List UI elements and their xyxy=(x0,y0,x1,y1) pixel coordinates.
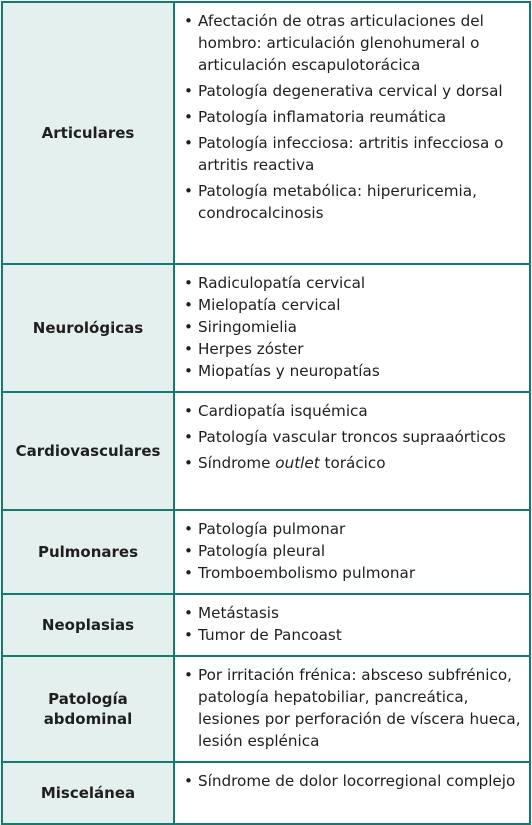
list-item: • Cardiopatía isquémica xyxy=(175,400,523,422)
list-item: • Patología pulmonar xyxy=(175,518,523,540)
list-item: • Metástasis xyxy=(175,602,523,624)
items-cell xyxy=(174,594,530,656)
items-cell xyxy=(174,2,530,264)
category-cell: Neoplasias xyxy=(2,594,174,656)
list-item: • Patología inflamatoria reumática xyxy=(175,106,523,128)
items-cell xyxy=(174,656,530,762)
item-text: Síndrome xyxy=(198,454,276,472)
list-item: • Siringomielia xyxy=(175,316,523,338)
item-list xyxy=(175,763,529,798)
list-item: • Patología metabólica: hiperuricemia, condrocalcinosis xyxy=(175,180,523,224)
differential-diagnosis-table xyxy=(1,1,531,825)
category-cell: Miscelánea xyxy=(2,762,174,824)
category-cell: Cardiovasculares xyxy=(2,392,174,510)
list-item: • Síndrome de dolor locorregional complejo xyxy=(175,770,523,792)
category-cell: Pulmonares xyxy=(2,510,174,594)
item-list xyxy=(175,511,529,590)
list-item: • Radiculopatía cervical xyxy=(175,272,523,294)
items-cell xyxy=(174,510,530,594)
table-row xyxy=(2,510,530,594)
table-row xyxy=(2,594,530,656)
list-item: • Tromboembolismo pulmonar xyxy=(175,562,523,584)
list-item: • Herpes zóster xyxy=(175,338,523,360)
category-cell: Patología abdominal xyxy=(2,656,174,762)
list-item: • Patología infecciosa: artritis infecciosa o artritis reactiva xyxy=(175,132,523,176)
item-list xyxy=(175,3,529,230)
list-item: • Por irritación frénica: absceso subfrénico, patología hepatobiliar, pancreática, lesiones por perforación de víscera hueca, lesión esplénica xyxy=(175,664,523,752)
item-text-italic: outlet xyxy=(275,454,320,472)
table-row xyxy=(2,762,530,824)
table-row xyxy=(2,656,530,762)
list-item xyxy=(175,452,523,474)
items-cell xyxy=(174,392,530,510)
table-row xyxy=(2,392,530,510)
item-list xyxy=(175,595,529,652)
items-cell xyxy=(174,762,530,824)
item-list xyxy=(175,265,529,388)
category-cell: Articulares xyxy=(2,2,174,264)
item-list xyxy=(175,393,529,480)
list-item: • Patología degenerativa cervical y dorsal xyxy=(175,80,523,102)
list-item: • Mielopatía cervical xyxy=(175,294,523,316)
items-cell xyxy=(174,264,530,392)
list-item: • Afectación de otras articulaciones del hombro: articulación glenohumeral o articulación escapulotorácica xyxy=(175,10,523,76)
list-item: • Miopatías y neuropatías xyxy=(175,360,523,382)
list-item: • Tumor de Pancoast xyxy=(175,624,523,646)
category-cell: Neurológicas xyxy=(2,264,174,392)
list-item: • Patología vascular troncos supraaórticos xyxy=(175,426,523,448)
list-item: • Patología pleural xyxy=(175,540,523,562)
table-row xyxy=(2,2,530,264)
item-list xyxy=(175,657,529,758)
table-row xyxy=(2,264,530,392)
item-text: torácico xyxy=(319,454,386,472)
